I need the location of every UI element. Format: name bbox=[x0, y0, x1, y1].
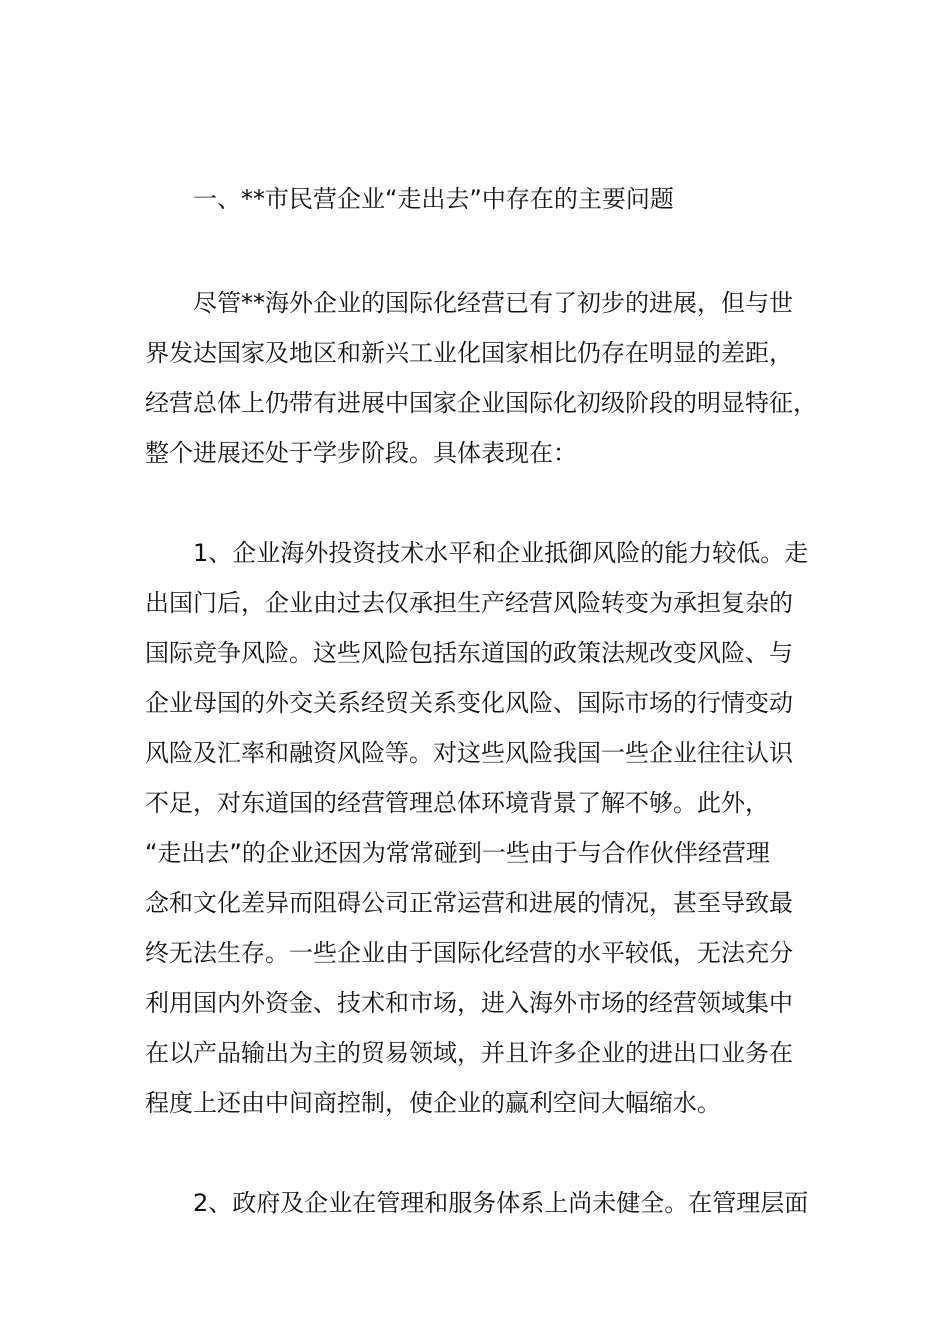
paragraph-line: 出国门后，企业由过去仅承担生产经营风险转变为承担复杂的 bbox=[145, 589, 793, 617]
paragraph-line: 终无法生存。一些企业由于国际化经营的水平较低，无法充分 bbox=[145, 939, 793, 967]
paragraph-line: 利用国内外资金、技术和市场，进入海外市场的经营领域集中 bbox=[145, 989, 793, 1017]
paragraph-line: 企业母国的外交关系经贸关系变化风险、国际市场的行情变动 bbox=[145, 689, 793, 717]
paragraph-line: 2、政府及企业在管理和服务体系上尚未健全。在管理层面 bbox=[193, 1189, 809, 1217]
paragraph-line: 念和文化差异而阻碍公司正常运营和进展的情况，甚至导致最 bbox=[145, 889, 793, 917]
paragraph-line: 风险及汇率和融资风险等。对这些风险我国一些企业往往认识 bbox=[145, 739, 793, 767]
paragraph-line: 整个进展还处于学步阶段。具体表现在： bbox=[145, 439, 577, 467]
paragraph-line: 不足，对东道国的经营管理总体环境背景了解不够。此外， bbox=[145, 789, 769, 817]
section-heading: 一、**市民营企业“走出去”中存在的主要问题 bbox=[193, 185, 674, 213]
paragraph-line: “走出去”的企业还因为常常碰到一些由于与合作伙伴经营理 bbox=[145, 839, 770, 867]
paragraph-line: 界发达国家及地区和新兴工业化国家相比仍存在明显的差距， bbox=[145, 339, 793, 367]
paragraph-line: 尽管**海外企业的国际化经营已有了初步的进展，但与世 bbox=[193, 289, 793, 317]
paragraph-line: 1、企业海外投资技术水平和企业抵御风险的能力较低。走 bbox=[193, 539, 809, 567]
paragraph-line: 国际竞争风险。这些风险包括东道国的政策法规改变风险、与 bbox=[145, 639, 793, 667]
paragraph-line: 经营总体上仍带有进展中国家企业国际化初级阶段的明显特征， bbox=[145, 389, 817, 417]
paragraph-line: 程度上还由中间商控制，使企业的赢利空间大幅缩水。 bbox=[145, 1089, 721, 1117]
paragraph-line: 在以产品输出为主的贸易领域，并且许多企业的进出口业务在 bbox=[145, 1039, 793, 1067]
